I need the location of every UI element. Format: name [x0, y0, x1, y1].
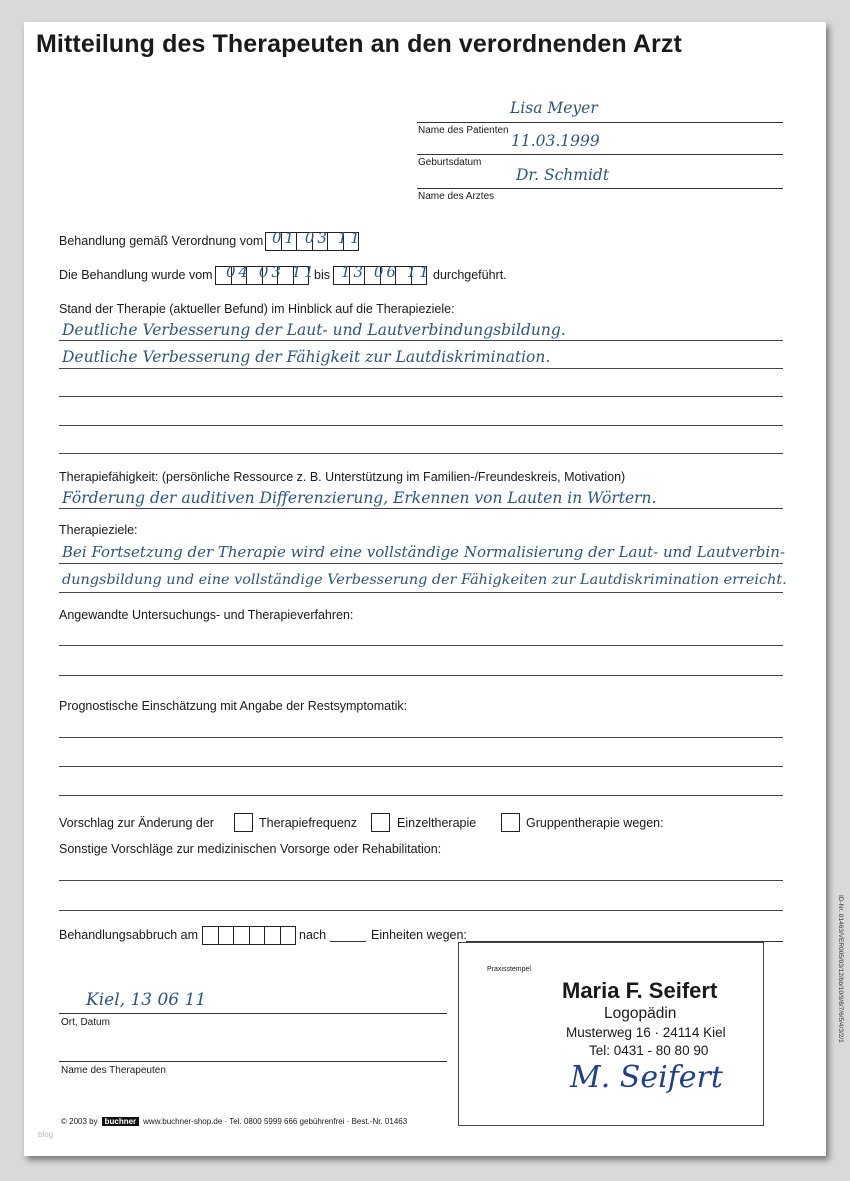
gruppentherapie-label: Gruppentherapie wegen: — [526, 816, 664, 830]
stamp-label: Praxisstempel — [487, 966, 531, 973]
prescription-date-value: 01 03 11 — [272, 229, 363, 247]
abort-date-box[interactable] — [202, 926, 296, 945]
birthdate-value[interactable]: 11.03.1999 — [511, 132, 600, 150]
watermark: blog — [38, 1130, 54, 1139]
change-label: Vorschlag zur Änderung der — [59, 816, 214, 830]
abort-label: Behandlungsabbruch am — [59, 928, 198, 942]
goals-line-1[interactable]: Bei Fortsetzung der Therapie wird eine vollständige Normalisierung der Laut- und Lautverbin- — [62, 543, 785, 561]
treatment-bis-label: bis — [314, 268, 330, 282]
therapist-name-label: Name des Therapeuten — [61, 1065, 166, 1076]
side-id-code: ID-Nr. 01463/VER005/03/12/bb/10/9/8/7/6/5/4/3/2/1 — [837, 895, 844, 1043]
footer-contact: www.buchner-shop.de · Tel. 0800 5999 666 gebührenfrei · Best.-Nr. 01463 — [143, 1117, 408, 1126]
other-suggestions-label: Sonstige Vorschläge zur medizinischen Vorsorge oder Rehabilitation: — [59, 842, 442, 856]
stamp-street: Musterweg 16 · 24114 Kiel — [566, 1025, 726, 1040]
abort-after-label: nach — [299, 928, 327, 942]
goals-label: Therapieziele: — [59, 523, 138, 537]
prescription-label: Behandlung gemäß Verordnung vom — [59, 234, 264, 248]
doctor-name-label: Name des Arztes — [418, 191, 495, 202]
treatment-from-value: 04 03 11 — [226, 263, 317, 281]
footer-copyright: © 2003 by — [61, 1117, 98, 1126]
status-line-1[interactable]: Deutliche Verbesserung der Laut- und Lautverbindungsbildung. — [62, 321, 566, 339]
abort-units-label: Einheiten wegen: — [371, 928, 467, 942]
patient-name-label: Name des Patienten — [418, 125, 509, 136]
treatment-from-label: Die Behandlung wurde vom — [59, 268, 213, 282]
birthdate-label: Geburtsdatum — [418, 157, 482, 168]
treatment-end-label: durchgeführt. — [433, 268, 507, 282]
methods-label: Angewandte Untersuchungs- und Therapieverfahren: — [59, 608, 354, 622]
place-date-label: Ort, Datum — [61, 1017, 110, 1028]
prognosis-label: Prognostische Einschätzung mit Angabe der Restsymptomatik: — [59, 699, 408, 713]
gruppentherapie-checkbox[interactable] — [501, 813, 520, 832]
stamp-name: Maria F. Seifert — [562, 978, 718, 1003]
place-date-value[interactable]: Kiel, 13 06 11 — [86, 990, 207, 1010]
therapiefrequenz-label: Therapiefrequenz — [259, 816, 357, 830]
einzeltherapie-label: Einzeltherapie — [397, 816, 477, 830]
patient-name-value[interactable]: Lisa Meyer — [510, 99, 598, 117]
footer — [61, 1117, 407, 1126]
signature: M. Seifert — [570, 1060, 723, 1095]
status-label: Stand der Therapie (aktueller Befund) im Hinblick auf die Therapieziele: — [59, 302, 455, 316]
page-title: Mitteilung des Therapeuten an den verordnenden Arzt — [36, 30, 682, 58]
buchner-logo: buchner — [102, 1117, 140, 1126]
stamp-phone: Tel: 0431 - 80 80 90 — [589, 1043, 709, 1058]
doctor-name-value[interactable]: Dr. Schmidt — [516, 166, 610, 184]
capability-value[interactable]: Förderung der auditiven Differenzierung, Erkennen von Lauten in Wörtern. — [62, 489, 657, 507]
goals-line-2[interactable]: dungsbildung und eine vollständige Verbesserung der Fähigkeiten zur Lautdiskrimination erreicht. — [62, 572, 787, 588]
capability-label: Therapiefähigkeit: (persönliche Ressource z. B. Unterstützung im Familien-/Freundeskreis, Motivation) — [59, 470, 626, 484]
stamp-role: Logopädin — [604, 1005, 677, 1022]
einzeltherapie-checkbox[interactable] — [371, 813, 390, 832]
treatment-to-value: 13 06 11 — [341, 263, 432, 281]
therapiefrequenz-checkbox[interactable] — [234, 813, 253, 832]
status-line-2[interactable]: Deutliche Verbesserung der Fähigkeit zur Lautdiskrimination. — [62, 348, 551, 366]
